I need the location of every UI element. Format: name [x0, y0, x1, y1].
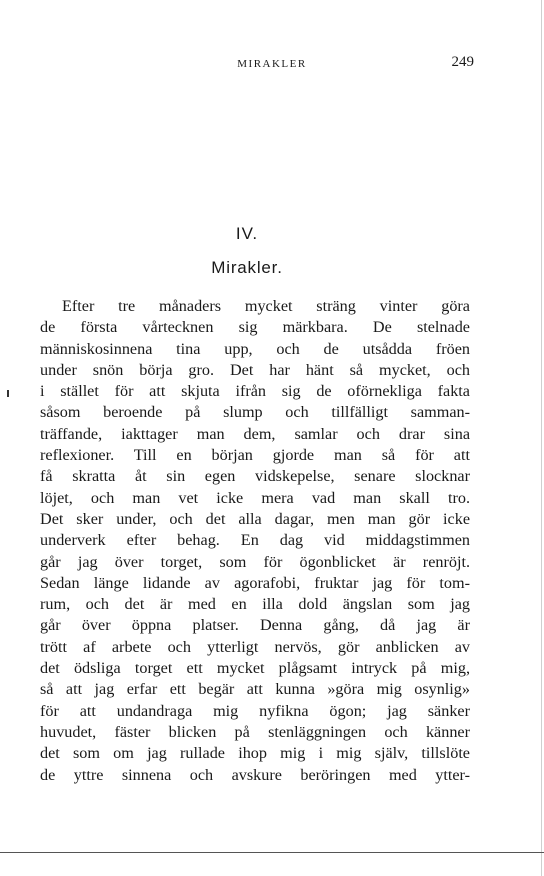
- text-line: så att jag erfar ett begär att kunna »göra mig osynlig»: [40, 680, 470, 699]
- text-line: går jag över torget, som för ögonblicket är renröjt.: [40, 552, 470, 571]
- text-line: det ödsliga torget ett mycket plågsamt intryck på mig,: [40, 659, 470, 678]
- text-line: för att undandraga mig nyfikna ögon; jag sänker: [40, 701, 470, 720]
- page-number: 249: [451, 54, 474, 70]
- text-line: under snön börja gro. Det har hänt så mycket, och: [40, 360, 470, 379]
- page-edge: [541, 0, 542, 876]
- text-line: Det sker under, och det alla dagar, men man gör icke: [40, 509, 470, 528]
- text-line: människosinnena tina upp, och de utsådda fröen: [40, 339, 470, 358]
- running-head: MIRAKLER: [237, 58, 307, 70]
- text-line: de yttre sinnena och avskure beröringen med ytter-: [40, 765, 470, 784]
- text-line: såsom beroende på slump och tillfälligt samman-: [40, 403, 470, 422]
- text-line: i stället för att skjuta ifrån sig de oförnekliga fakta: [40, 382, 470, 401]
- text-line: rum, och det är med en illa dold ängslan som jag: [40, 595, 470, 614]
- ink-speck: [7, 390, 9, 397]
- text-line: de första vårtecknen sig märkbara. De stelnade: [40, 318, 470, 337]
- body-text: [40, 296, 470, 786]
- text-line: reflexioner. Till en början gjorde man så för att: [40, 446, 470, 465]
- text-line: underverk efter behag. En dag vid middagstimmen: [40, 531, 470, 550]
- chapter-title: Mirakler.: [211, 258, 283, 277]
- text-line: går över öppna platser. Denna gång, då jag är: [40, 616, 470, 635]
- chapter-number: IV.: [235, 224, 259, 243]
- text-line: Sedan länge lidande av agorafobi, fruktar jag för tom-: [40, 573, 470, 592]
- page-bottom-edge: [0, 852, 544, 853]
- text-line: löjet, och man vet icke mera vad man skall tro.: [40, 488, 470, 507]
- text-line: trött af arbete och ytterligt nervös, gör anblicken av: [40, 637, 470, 656]
- text-line: träffande, iakttager man dem, samlar och drar sina: [40, 424, 470, 443]
- text-line: få skratta åt sin egen vidskepelse, senare slocknar: [40, 467, 470, 486]
- text-line: Efter tre månaders mycket sträng vinter göra: [62, 297, 470, 315]
- text-line: det som om jag rullade ihop mig i mig själv, tillslöte: [40, 744, 470, 763]
- text-line: huvudet, fäster blicken på stenläggningen och känner: [40, 722, 470, 741]
